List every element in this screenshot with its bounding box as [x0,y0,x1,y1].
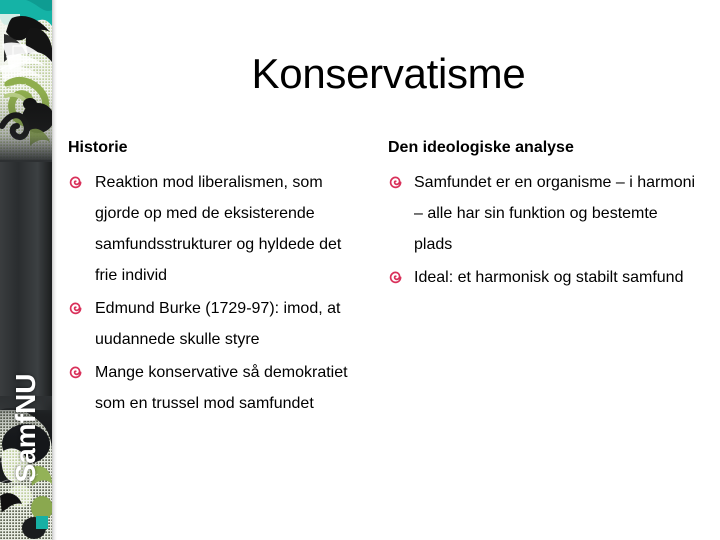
grunge-floral-pattern-icon [0,0,52,540]
list-item-text: Reaktion mod liberalismen, som gjorde op med de eksisterende samfundsstrukturer og hyldede det frie individ [95,174,342,284]
list-item [388,167,700,260]
spiral-bullet-icon [69,175,83,189]
spiral-bullet-icon [389,175,403,189]
spiral-bullet-icon [389,270,403,284]
content-column-right [388,138,700,295]
list-item-text: Ideal: et harmonisk og stabilt samfund [414,269,684,286]
decorative-sidebar [0,0,52,540]
bullet-list-historie [68,167,360,419]
bullet-list-ideologisk-analyse [388,167,700,293]
spiral-bullet-icon [69,301,83,315]
list-item-text: Samfundet er en organisme – i harmoni – alle har sin funktion og bestemte plads [414,174,696,253]
list-item [68,167,360,291]
list-item-text: Edmund Burke (1729-97): imod, at uudannede skulle styre [95,300,341,348]
list-item-text: Mange konservative så demokratiet som en trussel mod samfundet [95,364,348,412]
slide-title: Konservatisme [251,50,526,97]
list-item [68,293,360,355]
column-heading-historie: Historie [68,139,128,156]
spiral-bullet-icon [69,365,83,379]
list-item [68,357,360,419]
content-column-left [68,138,360,421]
list-item [388,262,700,293]
sidebar-wordmark: SamfNU [10,373,41,483]
column-heading-ideologisk-analyse: Den ideologiske analyse [388,139,574,156]
